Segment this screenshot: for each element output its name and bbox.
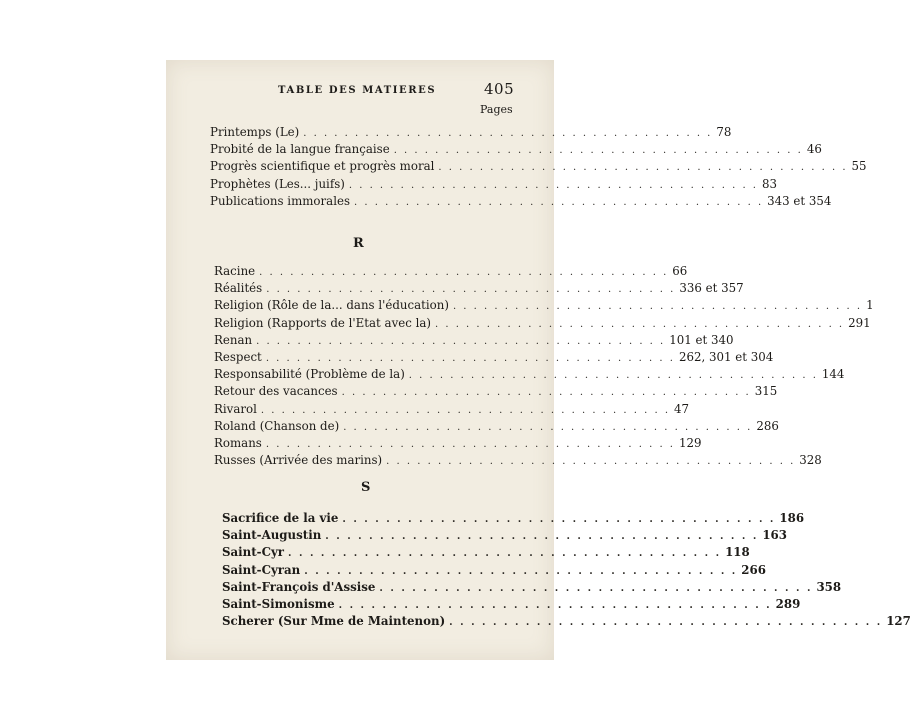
index-entry-page: 129 — [678, 435, 702, 450]
dot-leader: . . . . . . . . . . . . . . . . . . . . . . . . . . . . . . . . . . . . . . . . — [265, 352, 675, 364]
index-entry-page: 266 — [741, 562, 766, 577]
index-entry — [222, 613, 911, 630]
dot-leader: . . . . . . . . . . . . . . . . . . . . . . . . . . . . . . . . . . . . . . . . — [348, 179, 758, 191]
index-entry-label: Saint-Augustin — [222, 528, 322, 543]
dot-leader: . . . . . . . . . . . . . . . . . . . . . . . . . . . . . . . . . . . . . . . . — [438, 162, 848, 174]
index-entry-page: 66 — [672, 264, 688, 278]
index-entry-page: 101 et 340 — [669, 332, 734, 347]
dot-leader: . . . . . . . . . . . . . . . . . . . . . . . . . . . . . . . . . . . . . . . . — [304, 565, 738, 577]
index-entry — [222, 562, 766, 579]
index-entry-page: 55 — [851, 159, 867, 174]
index-entry-page: 83 — [761, 176, 777, 191]
dot-leader: . . . . . . . . . . . . . . . . . . . . . . . . . . . . . . . . . . . . . . . . — [256, 335, 666, 347]
index-entry-page: 118 — [725, 545, 750, 560]
index-entry-label: Prophètes (Les... juifs) — [210, 176, 345, 191]
index-entry-label: Racine — [214, 264, 256, 278]
index-entry-page: 262, 301 et 304 — [678, 349, 774, 364]
index-entry-page: 163 — [762, 528, 787, 543]
dot-leader: . . . . . . . . . . . . . . . . . . . . . . . . . . . . . . . . . . . . . . . . — [434, 318, 845, 330]
book-page — [166, 60, 911, 660]
index-entry-page: 291 — [848, 315, 871, 330]
pages-column-label: Pages — [480, 103, 513, 116]
section-letter-r: R — [353, 236, 364, 251]
index-entry — [214, 366, 845, 383]
index-entry-label: Publications immorales — [210, 193, 351, 208]
index-entry-label: Responsabilité (Problème de la) — [214, 367, 405, 382]
index-entry-page: 315 — [754, 384, 778, 399]
index-section-s — [222, 510, 911, 630]
index-entry — [222, 579, 842, 596]
dot-leader: . . . . . . . . . . . . . . . . . . . . . . . . . . . . . . . . . . . . . . . . — [338, 599, 772, 611]
index-entry-label: Russes (Arrivée des marins) — [214, 453, 383, 468]
index-entry — [210, 141, 822, 158]
index-entry-label: Respect — [214, 349, 262, 364]
dot-leader: . . . . . . . . . . . . . . . . . . . . . . . . . . . . . . . . . . . . . . . . — [325, 531, 759, 543]
index-entry-page: 358 — [816, 579, 842, 594]
index-entry-label: Probité de la langue française — [210, 142, 390, 157]
index-entry-page: 328 — [799, 453, 822, 468]
index-entry-page: 47 — [674, 401, 690, 416]
index-entry-page: 343 et 354 — [767, 193, 832, 208]
index-section-r — [214, 263, 874, 469]
index-entry — [214, 315, 871, 332]
index-entry-page: 144 — [821, 367, 845, 382]
index-entry — [214, 297, 874, 314]
index-entry-label: Renan — [214, 332, 253, 347]
dot-leader: . . . . . . . . . . . . . . . . . . . . . . . . . . . . . . . . . . . . . . . . — [342, 514, 776, 525]
dot-leader: . . . . . . . . . . . . . . . . . . . . . . . . . . . . . . . . . . . . . . . . — [260, 404, 670, 416]
index-entry — [214, 401, 690, 418]
index-entry — [214, 280, 744, 297]
index-entry-label: Progrès scientifique et progrès moral — [210, 159, 435, 174]
index-entry-page: 46 — [806, 142, 822, 157]
index-entry — [214, 418, 779, 435]
dot-leader: . . . . . . . . . . . . . . . . . . . . . . . . . . . . . . . . . . . . . . . . — [354, 196, 764, 208]
running-title: TABLE DES MATIERES — [278, 85, 437, 96]
index-entry-label: Scherer (Sur Mme de Maintenon) — [222, 614, 446, 629]
index-entry-label: Saint-Simonisme — [222, 596, 335, 611]
dot-leader: . . . . . . . . . . . . . . . . . . . . . . . . . . . . . . . . . . . . . . . . — [343, 421, 753, 433]
index-entry — [214, 332, 734, 349]
dot-leader: . . . . . . . . . . . . . . . . . . . . . . . . . . . . . . . . . . . . . . . . — [259, 267, 669, 278]
index-entry-label: Saint-Cyran — [222, 562, 301, 577]
index-entry-page: 286 — [756, 418, 779, 433]
dot-leader: . . . . . . . . . . . . . . . . . . . . . . . . . . . . . . . . . . . . . . . . — [303, 128, 713, 139]
dot-leader: . . . . . . . . . . . . . . . . . . . . . . . . . . . . . . . . . . . . . . . . — [265, 438, 675, 450]
index-entry-label: Religion (Rôle de la... dans l'éducation) — [214, 298, 449, 313]
index-entry — [222, 596, 801, 613]
index-entry — [222, 544, 750, 561]
index-entry — [210, 124, 732, 141]
page-number: 405 — [484, 80, 515, 98]
index-entry — [214, 435, 702, 452]
index-entry — [210, 193, 832, 210]
index-entry-label: Saint-Cyr — [222, 545, 285, 560]
dot-leader: . . . . . . . . . . . . . . . . . . . . . . . . . . . . . . . . . . . . . . . . — [386, 456, 796, 468]
index-entry-label: Religion (Rapports de l'Etat avec la) — [214, 315, 431, 330]
dot-leader: . . . . . . . . . . . . . . . . . . . . . . . . . . . . . . . . . . . . . . . . — [449, 617, 883, 629]
dot-leader: . . . . . . . . . . . . . . . . . . . . . . . . . . . . . . . . . . . . . . . . — [288, 548, 722, 560]
index-entry-page: 127 — [886, 614, 911, 629]
index-entry — [210, 176, 777, 193]
index-entry-label: Sacrifice de la vie — [222, 511, 339, 525]
index-entry-page: 289 — [775, 596, 801, 611]
index-entry — [214, 383, 778, 400]
index-entry — [222, 527, 787, 544]
dot-leader: . . . . . . . . . . . . . . . . . . . . . . . . . . . . . . . . . . . . . . . . — [393, 145, 803, 157]
index-entry-label: Romans — [214, 435, 262, 450]
index-entry-page: 78 — [716, 125, 732, 139]
index-entry — [222, 510, 805, 527]
index-entry — [214, 349, 774, 366]
index-entry-label: Printemps (Le) — [210, 125, 300, 139]
index-entry-label: Retour des vacances — [214, 384, 338, 399]
index-entry — [214, 452, 822, 469]
dot-leader: . . . . . . . . . . . . . . . . . . . . . . . . . . . . . . . . . . . . . . . . — [341, 387, 751, 399]
index-entry-page: 1 — [866, 298, 874, 313]
index-entry-label: Rivarol — [214, 401, 257, 416]
index-section-p — [210, 124, 867, 210]
index-entry-label: Réalités — [214, 281, 263, 296]
dot-leader: . . . . . . . . . . . . . . . . . . . . . . . . . . . . . . . . . . . . . . . . — [379, 582, 813, 594]
section-letter-s: S — [361, 480, 371, 495]
index-entry-page: 186 — [779, 511, 805, 525]
index-entry-label: Roland (Chanson de) — [214, 418, 340, 433]
index-entry — [214, 263, 688, 280]
index-entry-page: 336 et 357 — [679, 281, 744, 296]
dot-leader: . . . . . . . . . . . . . . . . . . . . . . . . . . . . . . . . . . . . . . . . — [408, 370, 818, 382]
index-entry — [210, 158, 867, 175]
index-entry-label: Saint-François d'Assise — [222, 579, 376, 594]
dot-leader: . . . . . . . . . . . . . . . . . . . . . . . . . . . . . . . . . . . . . . . . — [452, 301, 863, 313]
dot-leader: . . . . . . . . . . . . . . . . . . . . . . . . . . . . . . . . . . . . . . . . — [266, 284, 676, 296]
